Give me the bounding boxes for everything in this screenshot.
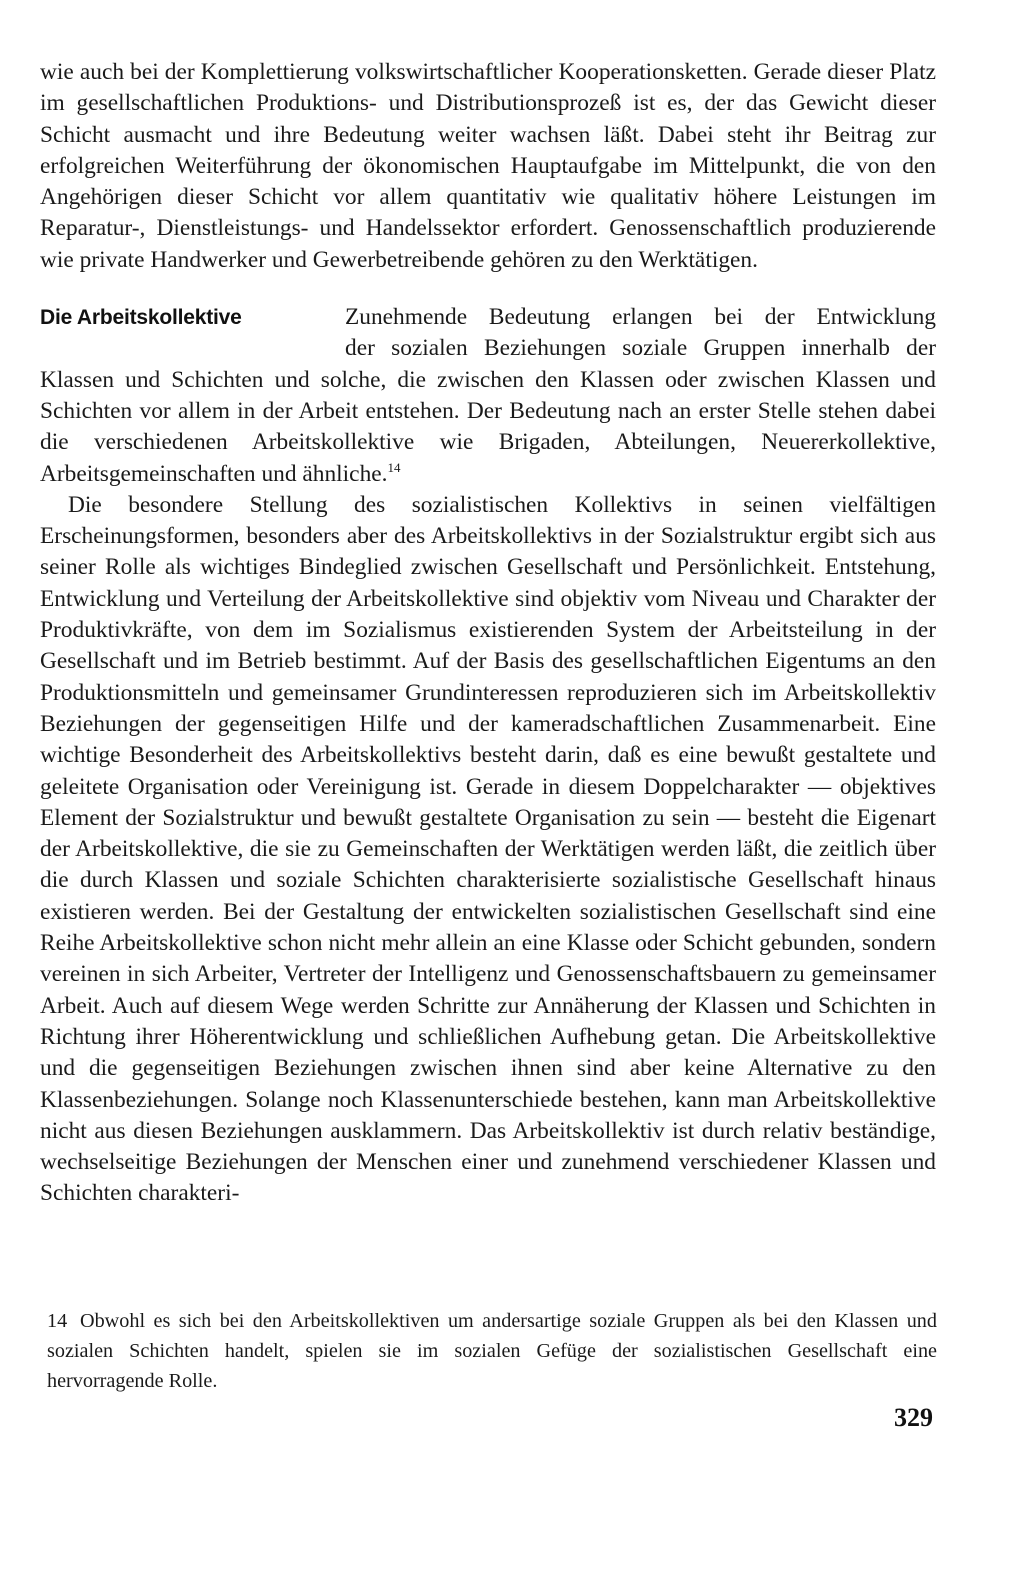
section-lead-line-2: der sozialen Beziehungen soziale Gruppen innerhalb der [345, 335, 936, 362]
footnote-number: 14 [47, 1310, 68, 1332]
section-spacer [40, 276, 936, 302]
section-arbeitskollektive [40, 302, 936, 1210]
section-lead-line-1: Zunehmende Bedeutung erlangen bei der Entwicklung [345, 304, 936, 331]
section-lead-paragraph [40, 365, 936, 490]
page-number: 329 [894, 1403, 933, 1432]
section-lead-block [345, 302, 936, 365]
footnote [47, 1306, 937, 1396]
section-lead-text: Klassen und Schichten und solche, die zwischen den Klassen oder zwischen Klassen und Schichten vor allem in der Arbeit entstehen. Der Bedeutung nach an erster Stelle stehen dabei die verschiedenen Arbeitskollektive wie Brigaden, Abteilungen, Neuererkollektive, Arbeitsgemeinschaften und ähnliche. [40, 366, 936, 487]
footnote-text: Obwohl es sich bei den Arbeitskollektiven um andersartige soziale Gruppen als bei den Klassen und sozialen Schichten handelt, spielen sie im sozialen Gefüge der sozialistischen Gesellschaft eine hervorragende Rolle. [47, 1310, 937, 1392]
paragraph-intro: wie auch bei der Komplettierung volkswirtschaftlicher Kooperationsketten. Gerade dieser Platz im gesellschaftlichen Produktions- und Distributionsprozeß ist es, der das Gewicht dieser Schicht ausmacht und ihre Bedeutung weiter wachsen läßt. Dabei steht ihr Beitrag zur erfolgreichen Weiterführung der ökonomischen Hauptaufgabe im Mittelpunkt, die von den Angehörigen dieser Schicht vor allem quantitativ wie qualitativ höhere Leistungen im Reparatur-, Dienstleistungs- und Handelssektor erfordert. Genossenschaftlich produzierende wie private Handwerker und Gewerbetreibende gehören zu den Werktätigen. [40, 59, 936, 273]
section-heading: Die Arbeitskollektive [40, 306, 242, 330]
footnote-reference: 14 [387, 459, 401, 475]
paragraph-body: Die besondere Stellung des sozialistischen Kollektivs in seinen vielfältigen Erscheinungsformen, besonders aber des Arbeitskollektivs in der Sozialstruktur ergibt sich aus seiner Rolle als wichtiges Bindeglied zwischen Gesellschaft und Persönlichkeit. Entstehung, Entwicklung und Verteilung der Arbeitskollektive sind objektiv vom Niveau und Charakter der Produktivkräfte, von dem im Sozialismus existierenden System der Arbeitsteilung in der Gesellschaft und im Betrieb bestimmt. Auf der Basis des gesellschaftlichen Eigentums an den Produktionsmitteln und gemeinsamer Grundinteressen reproduzieren sich im Arbeitskollektiv Beziehungen der gegenseitigen Hilfe und der kameradschaftlichen Zusammenarbeit. Eine wichtige Besonderheit des Arbeitskollektivs besteht darin, daß es eine bewußt gestaltete und geleitete Organisation oder Vereinigung ist. Gerade in diesem Doppelcharakter — objektives Element der Sozialstruktur und bewußt gestaltete Organisation zu sein — besteht die Eigenart der Arbeitskollektive, die sie zu Gemeinschaften der Werktätigen werden läßt, die zeitlich über die durch Klassen und soziale Schichten charakterisierte sozialistische Gesellschaft hinaus existieren werden. Bei der Gestaltung der entwickelten sozialistischen Gesellschaft sind eine Reihe Arbeitskollektive schon nicht mehr allein an eine Klasse oder Schicht gebunden, sondern vereinen in sich Arbeiter, Vertreter der Intelligenz und Genossenschaftsbauern zu gemeinsamer Arbeit. Auch auf diesem Wege werden Schritte zur Annäherung der Klassen und Schichten in Richtung ihrer Höherentwicklung und schließlichen Aufhebung getan. Die Arbeitskollektive und die gegenseitigen Beziehungen zwischen ihnen sind aber keine Alternative zu den Klassenbeziehungen. Solange noch Klassenunterschiede bestehen, kann man Arbeitskollektive nicht aus diesen Beziehungen ausklammern. Das Arbeitskollektiv ist durch relativ beständige, wechselseitige Beziehungen der Menschen einer und zunehmend verschiedener Klassen und Schichten charakteri- [40, 491, 936, 1207]
main-text [40, 57, 936, 1210]
